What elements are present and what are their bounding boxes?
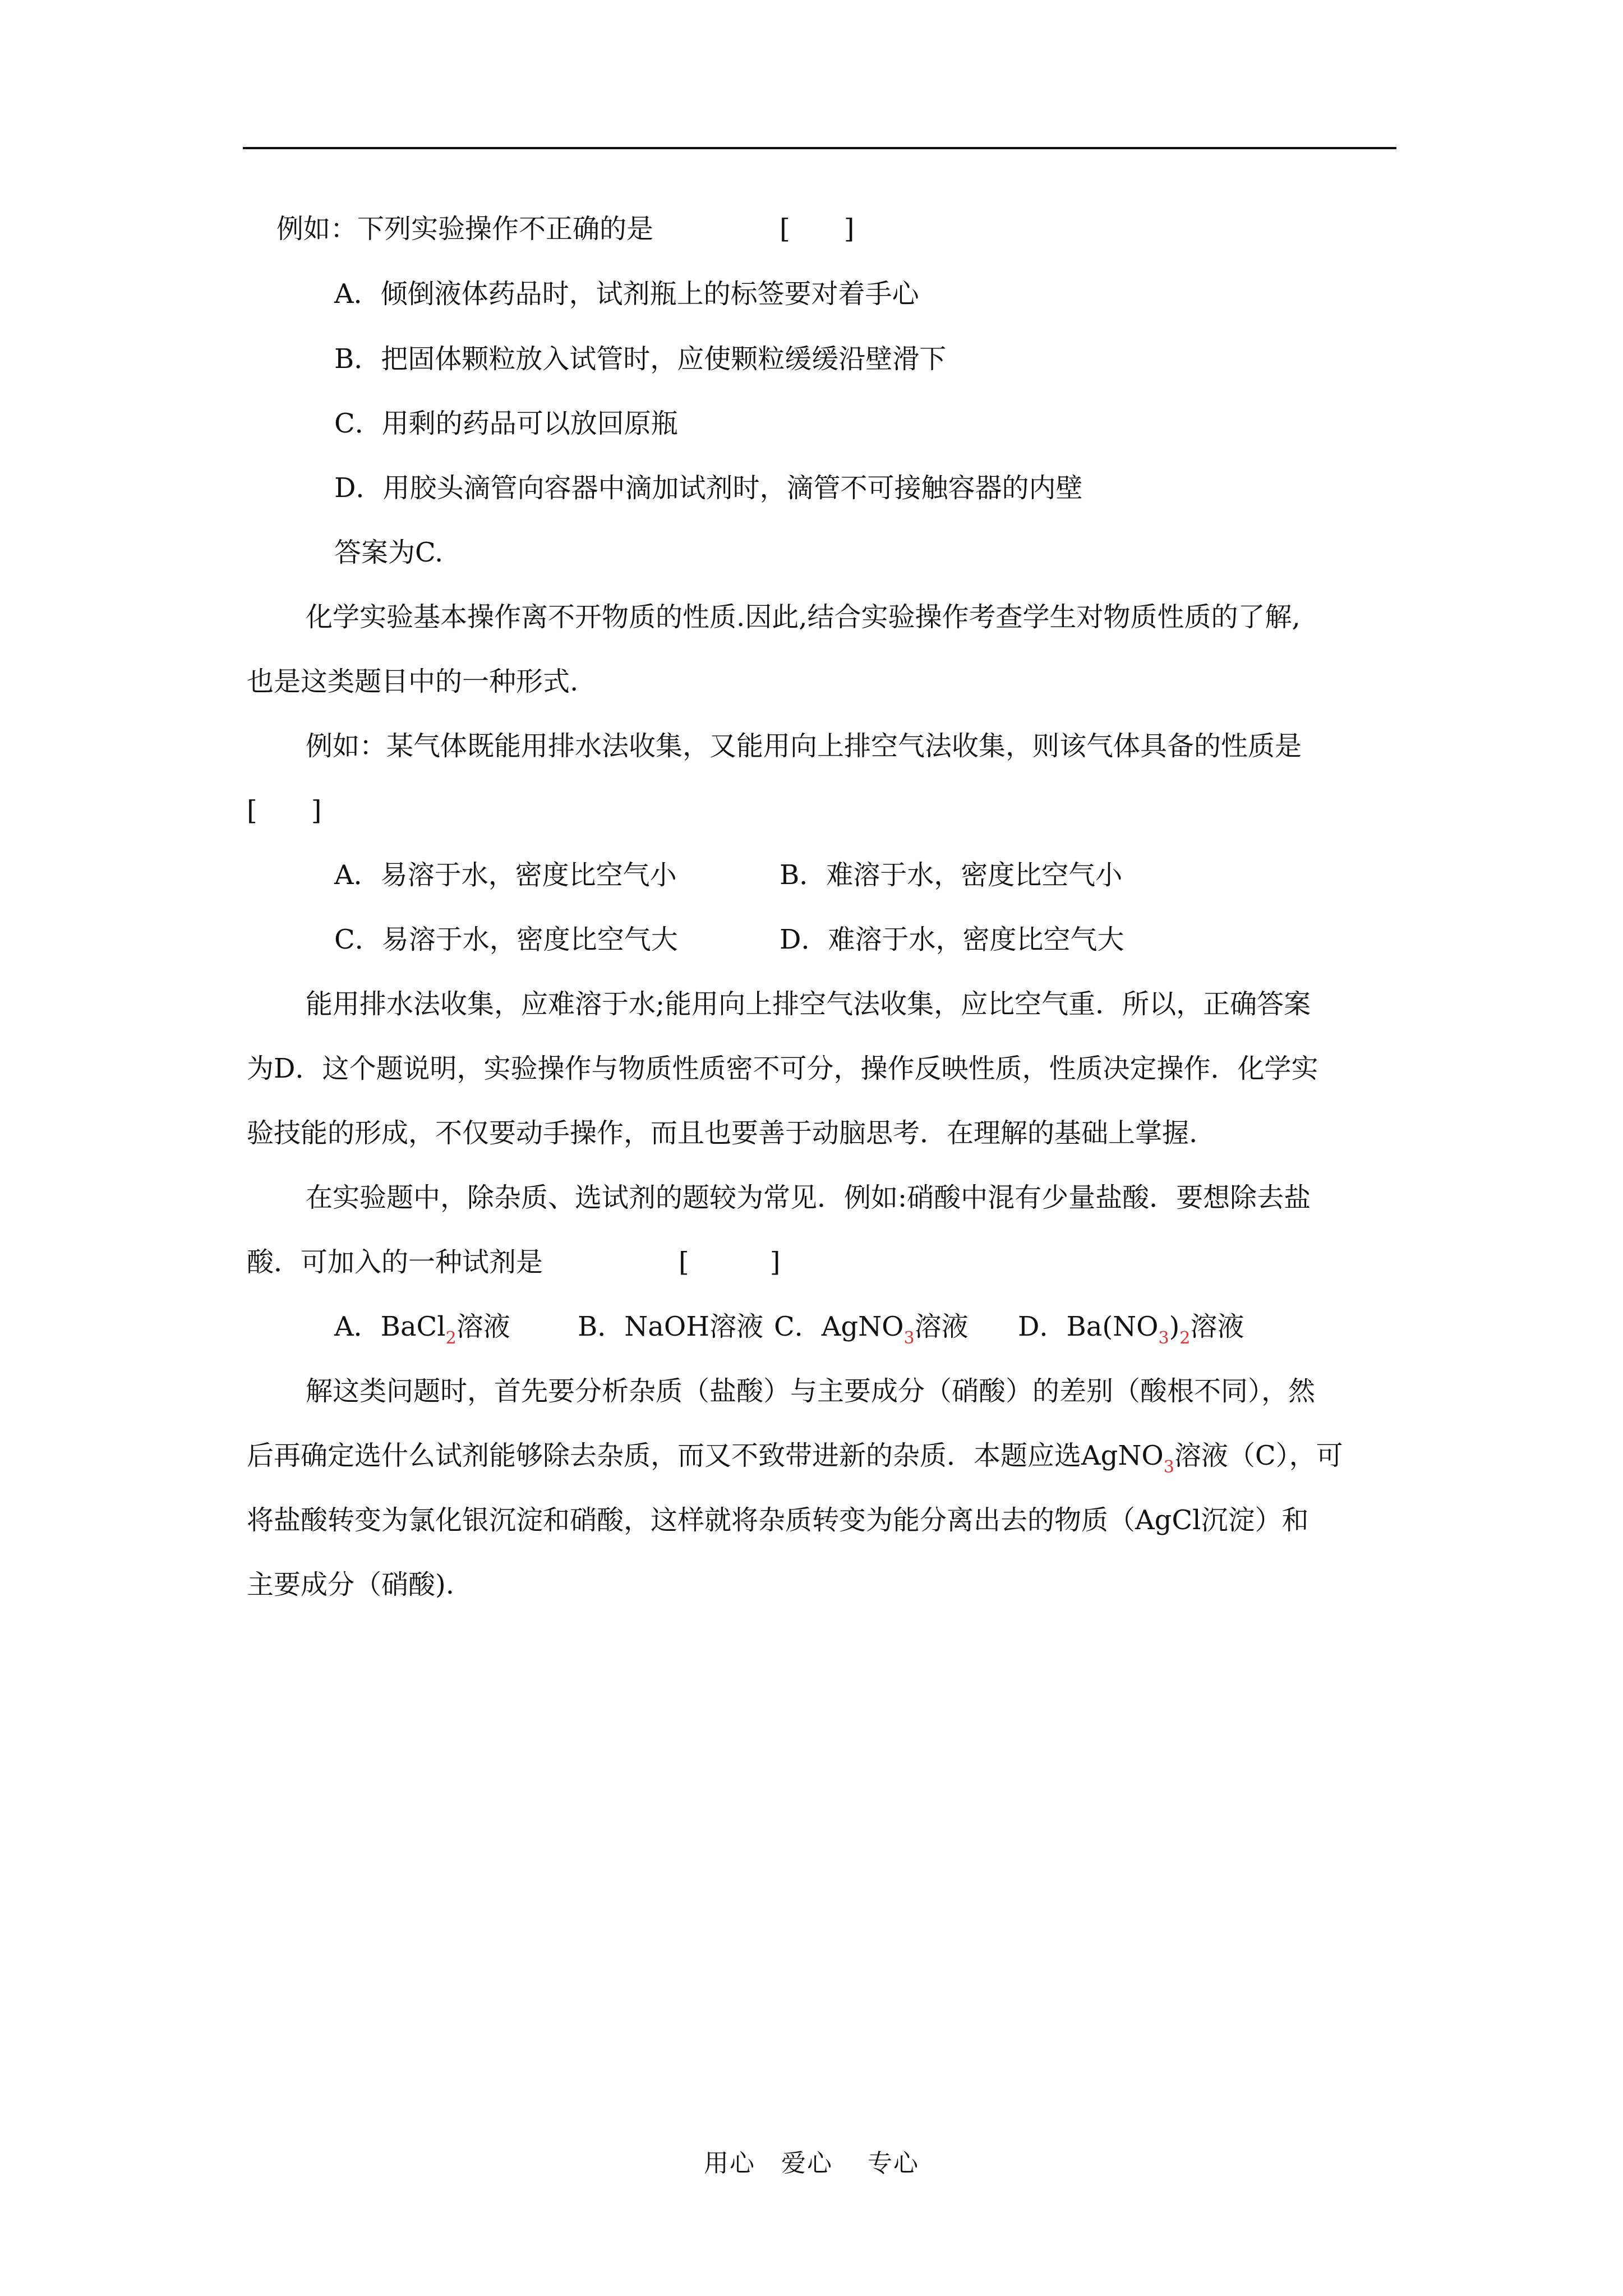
option-a-suffix: 溶液 — [456, 1311, 510, 1342]
example-3-bracket: [ ] — [679, 1246, 781, 1278]
paragraph-2-line-2: 为D．这个题说明，实验操作与物质性质密不可分，操作反映性质，性质决定操作．化学实 — [247, 1053, 1318, 1084]
example-1-bracket: [ ] — [780, 213, 855, 245]
paragraph-3-line-2: 酸．可加入的一种试剂是 — [247, 1246, 543, 1278]
option-c-subscript: 3 — [903, 1328, 915, 1348]
option-c-suffix: 溶液 — [914, 1311, 969, 1342]
option-d-suffix: 溶液 — [1190, 1311, 1244, 1342]
example-1-answer: 答案为C. — [334, 537, 444, 568]
paragraph-4-line-2-text: 后再确定选什么试剂能够除去杂质，而又不致带进新的杂质．本题应选AgNO — [247, 1440, 1164, 1471]
page-footer: 用心 爱心 专心 — [704, 2149, 919, 2178]
example-2-option-b: B．难溶于水，密度比空气小 — [780, 859, 1123, 891]
paragraph-2-line-1: 能用排水法收集，应难溶于水;能用向上排空气法收集，应比空气重．所以，正确答案 — [306, 988, 1311, 1020]
paragraph-4-line-3: 将盐酸转变为氯化银沉淀和硝酸，这样就将杂质转变为能分离出去的物质（AgCl沉淀）和 — [247, 1504, 1309, 1536]
paragraph-1-line-1: 化学实验基本操作离不开物质的性质.因此,结合实验操作考查学生对物质性质的了解, — [306, 601, 1301, 633]
paragraph-3-line-1: 在实验题中，除杂质、选试剂的题较为常见．例如:硝酸中混有少量盐酸．要想除去盐 — [306, 1182, 1311, 1213]
paragraph-1-line-2: 也是这类题目中的一种形式. — [247, 666, 579, 697]
option-d-subscript-1: 3 — [1158, 1328, 1169, 1348]
example-3-option-c — [774, 1310, 969, 1347]
paragraph-4-line-2 — [247, 1439, 1343, 1476]
example-3-option-b: B．NaOH溶液 — [578, 1311, 764, 1342]
paragraph-4-line-2-end: 溶液（C），可 — [1174, 1440, 1343, 1471]
example-1-option-a: A．倾倒液体药品时，试剂瓶上的标签要对着手心 — [334, 278, 919, 310]
example-2-bracket: [ ] — [247, 795, 322, 826]
example-2-option-a: A．易溶于水，密度比空气小 — [334, 859, 677, 891]
example-3-option-a — [334, 1310, 510, 1347]
paragraph-4-subscript: 3 — [1163, 1457, 1174, 1477]
example-1-question: 例如：下列实验操作不正确的是 — [276, 213, 654, 245]
example-1-stem — [276, 212, 653, 246]
option-c-formula: C．AgNO — [774, 1311, 904, 1342]
example-3-option-d — [1018, 1310, 1244, 1347]
option-d-formula: D．Ba(NO — [1018, 1311, 1159, 1342]
paragraph-2-line-3: 验技能的形成，不仅要动手操作，而且也要善于动脑思考．在理解的基础上掌握. — [247, 1117, 1198, 1149]
example-1-option-c: C．用剩的药品可以放回原瓶 — [334, 408, 678, 439]
example-2-option-d: D．难溶于水，密度比空气大 — [780, 924, 1124, 955]
paragraph-4-line-4: 主要成分（硝酸). — [247, 1569, 454, 1600]
example-1-option-d: D．用胶头滴管向容器中滴加试剂时，滴管不可接触容器的内壁 — [334, 472, 1083, 504]
header-rule — [243, 147, 1396, 149]
paragraph-4-line-1: 解这类问题时，首先要分析杂质（盐酸）与主要成分（硝酸）的差别（酸根不同），然 — [306, 1375, 1316, 1407]
example-2-stem: 例如：某气体既能用排水法收集，又能用向上排空气法收集，则该气体具备的性质是 — [306, 730, 1302, 762]
example-1-option-b: B．把固体颗粒放入试管时，应使颗粒缓缓沿壁滑下 — [334, 343, 947, 375]
option-d-subscript-2: 2 — [1179, 1328, 1191, 1348]
option-d-paren: ) — [1169, 1311, 1180, 1342]
example-2-option-c: C．易溶于水，密度比空气大 — [334, 924, 678, 955]
option-a-formula: A．BaCl — [334, 1311, 446, 1342]
option-a-subscript: 2 — [445, 1328, 457, 1348]
